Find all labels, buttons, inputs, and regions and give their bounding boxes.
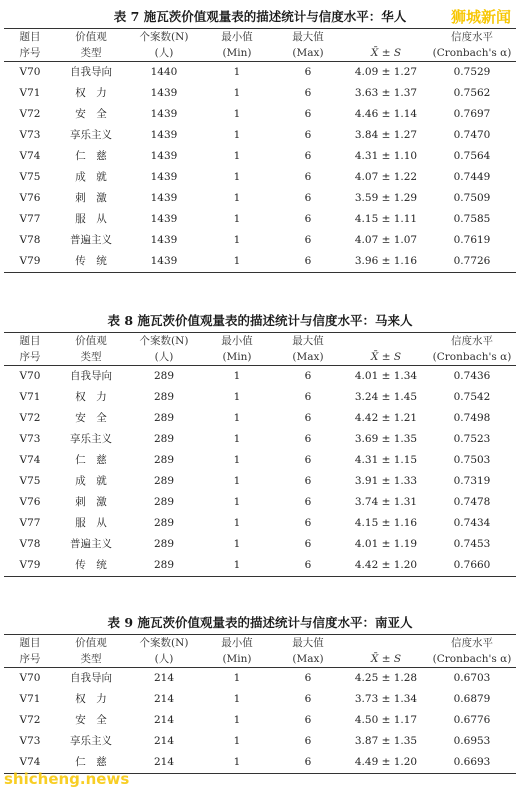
stats-table	[4, 332, 516, 577]
cell-n: 214	[153, 735, 175, 747]
column-header-min: 最小值	[202, 333, 272, 350]
table-row	[4, 146, 516, 167]
cell-type: 自我导向	[70, 66, 112, 78]
table-9-section	[0, 612, 520, 774]
column-header-type: 价值观	[56, 635, 126, 652]
cell-rel: 0.7585	[453, 213, 491, 225]
cell-max: 6	[304, 714, 312, 726]
cell-mean: 3.74 ± 1.31	[354, 496, 418, 508]
cell-min: 1	[233, 412, 241, 424]
column-header-id: 题目	[4, 635, 56, 652]
cell-max: 6	[304, 433, 312, 445]
cell-id: V73	[19, 433, 41, 445]
column-header-mean	[344, 29, 428, 46]
cell-n: 289	[153, 391, 175, 403]
cell-type: 普遍主义	[70, 234, 112, 246]
cell-id: V71	[19, 693, 41, 705]
cell-min: 1	[233, 672, 241, 684]
cell-min: 1	[202, 251, 272, 273]
cell-max: 6	[272, 752, 344, 774]
cell-max: 6	[304, 735, 312, 747]
cell-type: 安 全	[75, 714, 107, 726]
cell-mean: 3.59 ± 1.29	[354, 192, 418, 204]
cell-n: 1439	[150, 171, 178, 183]
column-header-max: (Max)	[272, 45, 344, 62]
column-header-type: 类型	[56, 651, 126, 668]
cell-min: 1	[233, 129, 241, 141]
cell-id: V77	[19, 213, 41, 225]
cell-max: 6	[304, 454, 312, 466]
cell-mean: 4.15 ± 1.16	[354, 517, 418, 529]
watermark-logo: 狮城新闻	[448, 6, 514, 27]
table-row	[4, 471, 516, 492]
cell-n: 1439	[150, 87, 178, 99]
table-row	[4, 209, 516, 230]
table-row	[4, 555, 516, 577]
cell-type: 普遍主义	[70, 538, 112, 550]
cell-max: 6	[304, 192, 312, 204]
column-header-rel: 信度水平	[428, 29, 516, 46]
cell-mean: 4.49 ± 1.20	[344, 752, 428, 774]
table-row	[4, 534, 516, 555]
column-header-id: 题目	[4, 333, 56, 350]
cell-n: 214	[153, 714, 175, 726]
table-caption: 表 8 施瓦茨价值观量表的描述统计与信度水平：马来人	[107, 313, 413, 328]
column-header-rel: 信度水平	[428, 635, 516, 652]
cell-id: V76	[19, 192, 41, 204]
cell-mean: 4.01 ± 1.19	[354, 538, 418, 550]
cell-max: 6	[304, 475, 312, 487]
column-header-min: (Min)	[202, 45, 272, 62]
cell-n: 214	[153, 672, 175, 684]
cell-id: V73	[19, 129, 41, 141]
cell-mean: 4.50 ± 1.17	[354, 714, 418, 726]
cell-mean: 3.69 ± 1.35	[354, 433, 418, 445]
cell-n: 289	[153, 454, 175, 466]
cell-min: 1	[233, 87, 241, 99]
cell-mean: 4.46 ± 1.14	[354, 108, 418, 120]
table-row	[4, 366, 516, 388]
cell-n: 289	[153, 412, 175, 424]
column-header-type: 类型	[56, 349, 126, 366]
cell-type: 成 就	[75, 171, 107, 183]
column-header-type: 价值观	[56, 333, 126, 350]
cell-min: 1	[233, 370, 241, 382]
cell-id: V74	[19, 454, 41, 466]
cell-min: 1	[233, 454, 241, 466]
cell-max: 6	[304, 693, 312, 705]
cell-rel: 0.7436	[453, 370, 491, 382]
cell-rel: 0.6953	[453, 735, 491, 747]
cell-min: 1	[233, 496, 241, 508]
cell-min: 1	[233, 517, 241, 529]
cell-n: 214	[126, 752, 202, 774]
cell-id: V78	[19, 234, 41, 246]
column-header-mean: X̄ ± S	[344, 651, 428, 668]
column-header-n: (人)	[126, 651, 202, 668]
cell-type: 传 统	[56, 251, 126, 273]
cell-max: 6	[304, 150, 312, 162]
cell-max: 6	[304, 538, 312, 550]
cell-id: V78	[19, 538, 41, 550]
cell-type: 仁 慈	[75, 454, 107, 466]
column-header-max: 最大值	[272, 29, 344, 46]
cell-mean: 4.25 ± 1.28	[354, 672, 418, 684]
cell-rel: 0.7564	[453, 150, 491, 162]
cell-rel: 0.7503	[453, 454, 491, 466]
cell-id: V74	[4, 752, 56, 774]
cell-type: 刺 激	[75, 496, 107, 508]
cell-max: 6	[304, 391, 312, 403]
cell-max: 6	[304, 171, 312, 183]
cell-max: 6	[304, 234, 312, 246]
cell-min: 1	[233, 66, 241, 78]
table-caption: 表 7 施瓦茨价值观量表的描述统计与信度水平：华人	[113, 9, 407, 24]
cell-n: 289	[153, 538, 175, 550]
cell-rel: 0.7509	[453, 192, 491, 204]
cell-max: 6	[304, 517, 312, 529]
cell-rel: 0.7470	[453, 129, 491, 141]
stats-table	[4, 634, 516, 774]
cell-rel: 0.7542	[453, 391, 491, 403]
column-header-mean	[344, 635, 428, 652]
cell-max: 6	[272, 555, 344, 577]
cell-id: V79	[4, 555, 56, 577]
table-row	[4, 251, 516, 273]
table-row	[4, 731, 516, 752]
cell-min: 1	[233, 391, 241, 403]
cell-mean: 3.91 ± 1.33	[354, 475, 418, 487]
cell-rel: 0.6703	[453, 672, 491, 684]
cell-max: 6	[304, 370, 312, 382]
cell-min: 1	[233, 475, 241, 487]
column-header-rel: (Cronbach's α)	[428, 651, 516, 668]
cell-max: 6	[304, 129, 312, 141]
cell-n: 289	[153, 496, 175, 508]
cell-n: 1439	[150, 108, 178, 120]
column-header-n: 个案数(N)	[126, 635, 202, 652]
table-row	[4, 188, 516, 209]
cell-type: 自我导向	[70, 672, 112, 684]
cell-type: 服 从	[75, 517, 107, 529]
column-header-type: 价值观	[56, 29, 126, 46]
cell-mean: 3.96 ± 1.16	[344, 251, 428, 273]
cell-max: 6	[304, 213, 312, 225]
cell-type: 享乐主义	[70, 129, 112, 141]
watermark-url: shicheng.news	[4, 770, 130, 788]
cell-mean: 3.24 ± 1.45	[354, 391, 418, 403]
header-row	[4, 333, 516, 350]
table-row	[4, 125, 516, 146]
cell-mean: 4.31 ± 1.15	[354, 454, 418, 466]
cell-type: 服 从	[75, 213, 107, 225]
cell-min: 1	[202, 752, 272, 774]
cell-n: 1439	[150, 150, 178, 162]
cell-id: V71	[19, 87, 41, 99]
column-header-id: 序号	[4, 651, 56, 668]
table-row	[4, 710, 516, 731]
cell-min: 1	[233, 213, 241, 225]
cell-id: V77	[19, 517, 41, 529]
column-header-max: 最大值	[272, 635, 344, 652]
cell-n: 1439	[150, 129, 178, 141]
cell-type: 享乐主义	[70, 433, 112, 445]
column-header-min: 最小值	[202, 635, 272, 652]
cell-rel: 0.7449	[453, 171, 491, 183]
cell-type: 刺 激	[75, 192, 107, 204]
cell-id: V74	[19, 150, 41, 162]
cell-mean: 4.31 ± 1.10	[354, 150, 418, 162]
cell-mean: 4.42 ± 1.20	[344, 555, 428, 577]
column-header-mean: X̄ ± S	[344, 45, 428, 62]
cell-id: V72	[19, 412, 41, 424]
cell-mean: 3.84 ± 1.27	[354, 129, 418, 141]
table-7-section	[0, 6, 520, 273]
table-row	[4, 492, 516, 513]
cell-n: 289	[153, 517, 175, 529]
cell-mean: 4.09 ± 1.27	[354, 66, 418, 78]
header-row	[4, 29, 516, 46]
cell-rel: 0.7660	[428, 555, 516, 577]
column-header-min: (Min)	[202, 349, 272, 366]
cell-id: V70	[19, 370, 41, 382]
cell-mean: 4.01 ± 1.34	[354, 370, 418, 382]
table-row	[4, 668, 516, 690]
cell-max: 6	[304, 66, 312, 78]
column-header-n: 个案数(N)	[126, 333, 202, 350]
cell-max: 6	[304, 87, 312, 99]
header-row	[4, 349, 516, 366]
table-row	[4, 83, 516, 104]
cell-id: V75	[19, 475, 41, 487]
cell-max: 6	[272, 251, 344, 273]
cell-max: 6	[304, 412, 312, 424]
cell-n: 1439	[150, 234, 178, 246]
column-header-min: 最小值	[202, 29, 272, 46]
cell-rel: 0.7562	[453, 87, 491, 99]
cell-mean: 4.07 ± 1.07	[354, 234, 418, 246]
cell-rel: 0.7498	[453, 412, 491, 424]
table-row	[4, 429, 516, 450]
cell-id: V79	[4, 251, 56, 273]
cell-mean: 4.07 ± 1.22	[354, 171, 418, 183]
column-header-max: 最大值	[272, 333, 344, 350]
cell-type: 权 力	[75, 391, 107, 403]
cell-n: 1439	[126, 251, 202, 273]
header-row	[4, 635, 516, 652]
column-header-type: 类型	[56, 45, 126, 62]
cell-type: 成 就	[75, 475, 107, 487]
cell-rel: 0.6879	[453, 693, 491, 705]
column-header-id: 序号	[4, 349, 56, 366]
cell-max: 6	[304, 496, 312, 508]
cell-rel: 0.6693	[428, 752, 516, 774]
cell-rel: 0.7434	[453, 517, 491, 529]
cell-mean: 3.73 ± 1.34	[354, 693, 418, 705]
cell-mean: 3.87 ± 1.35	[354, 735, 418, 747]
cell-rel: 0.7529	[453, 66, 491, 78]
header-row	[4, 45, 516, 62]
cell-id: V72	[19, 108, 41, 120]
cell-max: 6	[304, 672, 312, 684]
table-row	[4, 104, 516, 125]
column-header-mean	[344, 333, 428, 350]
cell-id: V75	[19, 171, 41, 183]
header-row	[4, 651, 516, 668]
cell-id: V76	[19, 496, 41, 508]
column-header-n: (人)	[126, 45, 202, 62]
table-row	[4, 513, 516, 534]
cell-n: 289	[153, 370, 175, 382]
column-header-n: (人)	[126, 349, 202, 366]
cell-type: 自我导向	[70, 370, 112, 382]
cell-rel: 0.7523	[453, 433, 491, 445]
table-8-section	[0, 310, 520, 577]
cell-type: 传 统	[56, 555, 126, 577]
cell-n: 214	[153, 693, 175, 705]
column-header-max: (Max)	[272, 349, 344, 366]
cell-n: 289	[126, 555, 202, 577]
cell-id: V70	[19, 66, 41, 78]
cell-rel: 0.7478	[453, 496, 491, 508]
cell-mean: 3.63 ± 1.37	[354, 87, 418, 99]
cell-type: 享乐主义	[70, 735, 112, 747]
table-row	[4, 387, 516, 408]
table-row	[4, 450, 516, 471]
cell-min: 1	[233, 108, 241, 120]
cell-min: 1	[202, 555, 272, 577]
column-header-mean: X̄ ± S	[344, 349, 428, 366]
cell-min: 1	[233, 234, 241, 246]
cell-min: 1	[233, 150, 241, 162]
cell-n: 1440	[150, 66, 178, 78]
table-row	[4, 689, 516, 710]
table-row	[4, 408, 516, 429]
cell-rel: 0.7319	[453, 475, 491, 487]
column-header-max: (Max)	[272, 651, 344, 668]
cell-id: V72	[19, 714, 41, 726]
column-header-rel: (Cronbach's α)	[428, 45, 516, 62]
cell-min: 1	[233, 538, 241, 550]
cell-min: 1	[233, 735, 241, 747]
cell-min: 1	[233, 171, 241, 183]
cell-type: 安 全	[75, 108, 107, 120]
table-row	[4, 62, 516, 84]
column-header-rel: (Cronbach's α)	[428, 349, 516, 366]
cell-type: 权 力	[75, 693, 107, 705]
column-header-n: 个案数(N)	[126, 29, 202, 46]
cell-mean: 4.42 ± 1.21	[354, 412, 418, 424]
cell-type: 权 力	[75, 87, 107, 99]
cell-type: 仁 慈	[56, 752, 126, 774]
cell-type: 安 全	[75, 412, 107, 424]
cell-max: 6	[304, 108, 312, 120]
cell-n: 1439	[150, 192, 178, 204]
cell-min: 1	[233, 693, 241, 705]
table-caption: 表 9 施瓦茨价值观量表的描述统计与信度水平：南亚人	[107, 615, 413, 630]
cell-rel: 0.7619	[453, 234, 491, 246]
column-header-rel: 信度水平	[428, 333, 516, 350]
cell-min: 1	[233, 192, 241, 204]
cell-id: V71	[19, 391, 41, 403]
cell-type: 仁 慈	[75, 150, 107, 162]
column-header-id: 序号	[4, 45, 56, 62]
cell-rel: 0.7453	[453, 538, 491, 550]
cell-min: 1	[233, 433, 241, 445]
stats-table	[4, 28, 516, 273]
cell-rel: 0.6776	[453, 714, 491, 726]
cell-id: V70	[19, 672, 41, 684]
cell-rel: 0.7726	[428, 251, 516, 273]
cell-n: 289	[153, 475, 175, 487]
cell-mean: 4.15 ± 1.11	[354, 213, 418, 225]
cell-rel: 0.7697	[453, 108, 491, 120]
table-row	[4, 230, 516, 251]
column-header-id: 题目	[4, 29, 56, 46]
cell-n: 1439	[150, 213, 178, 225]
table-row	[4, 167, 516, 188]
cell-min: 1	[233, 714, 241, 726]
cell-n: 289	[153, 433, 175, 445]
column-header-min: (Min)	[202, 651, 272, 668]
cell-id: V73	[19, 735, 41, 747]
